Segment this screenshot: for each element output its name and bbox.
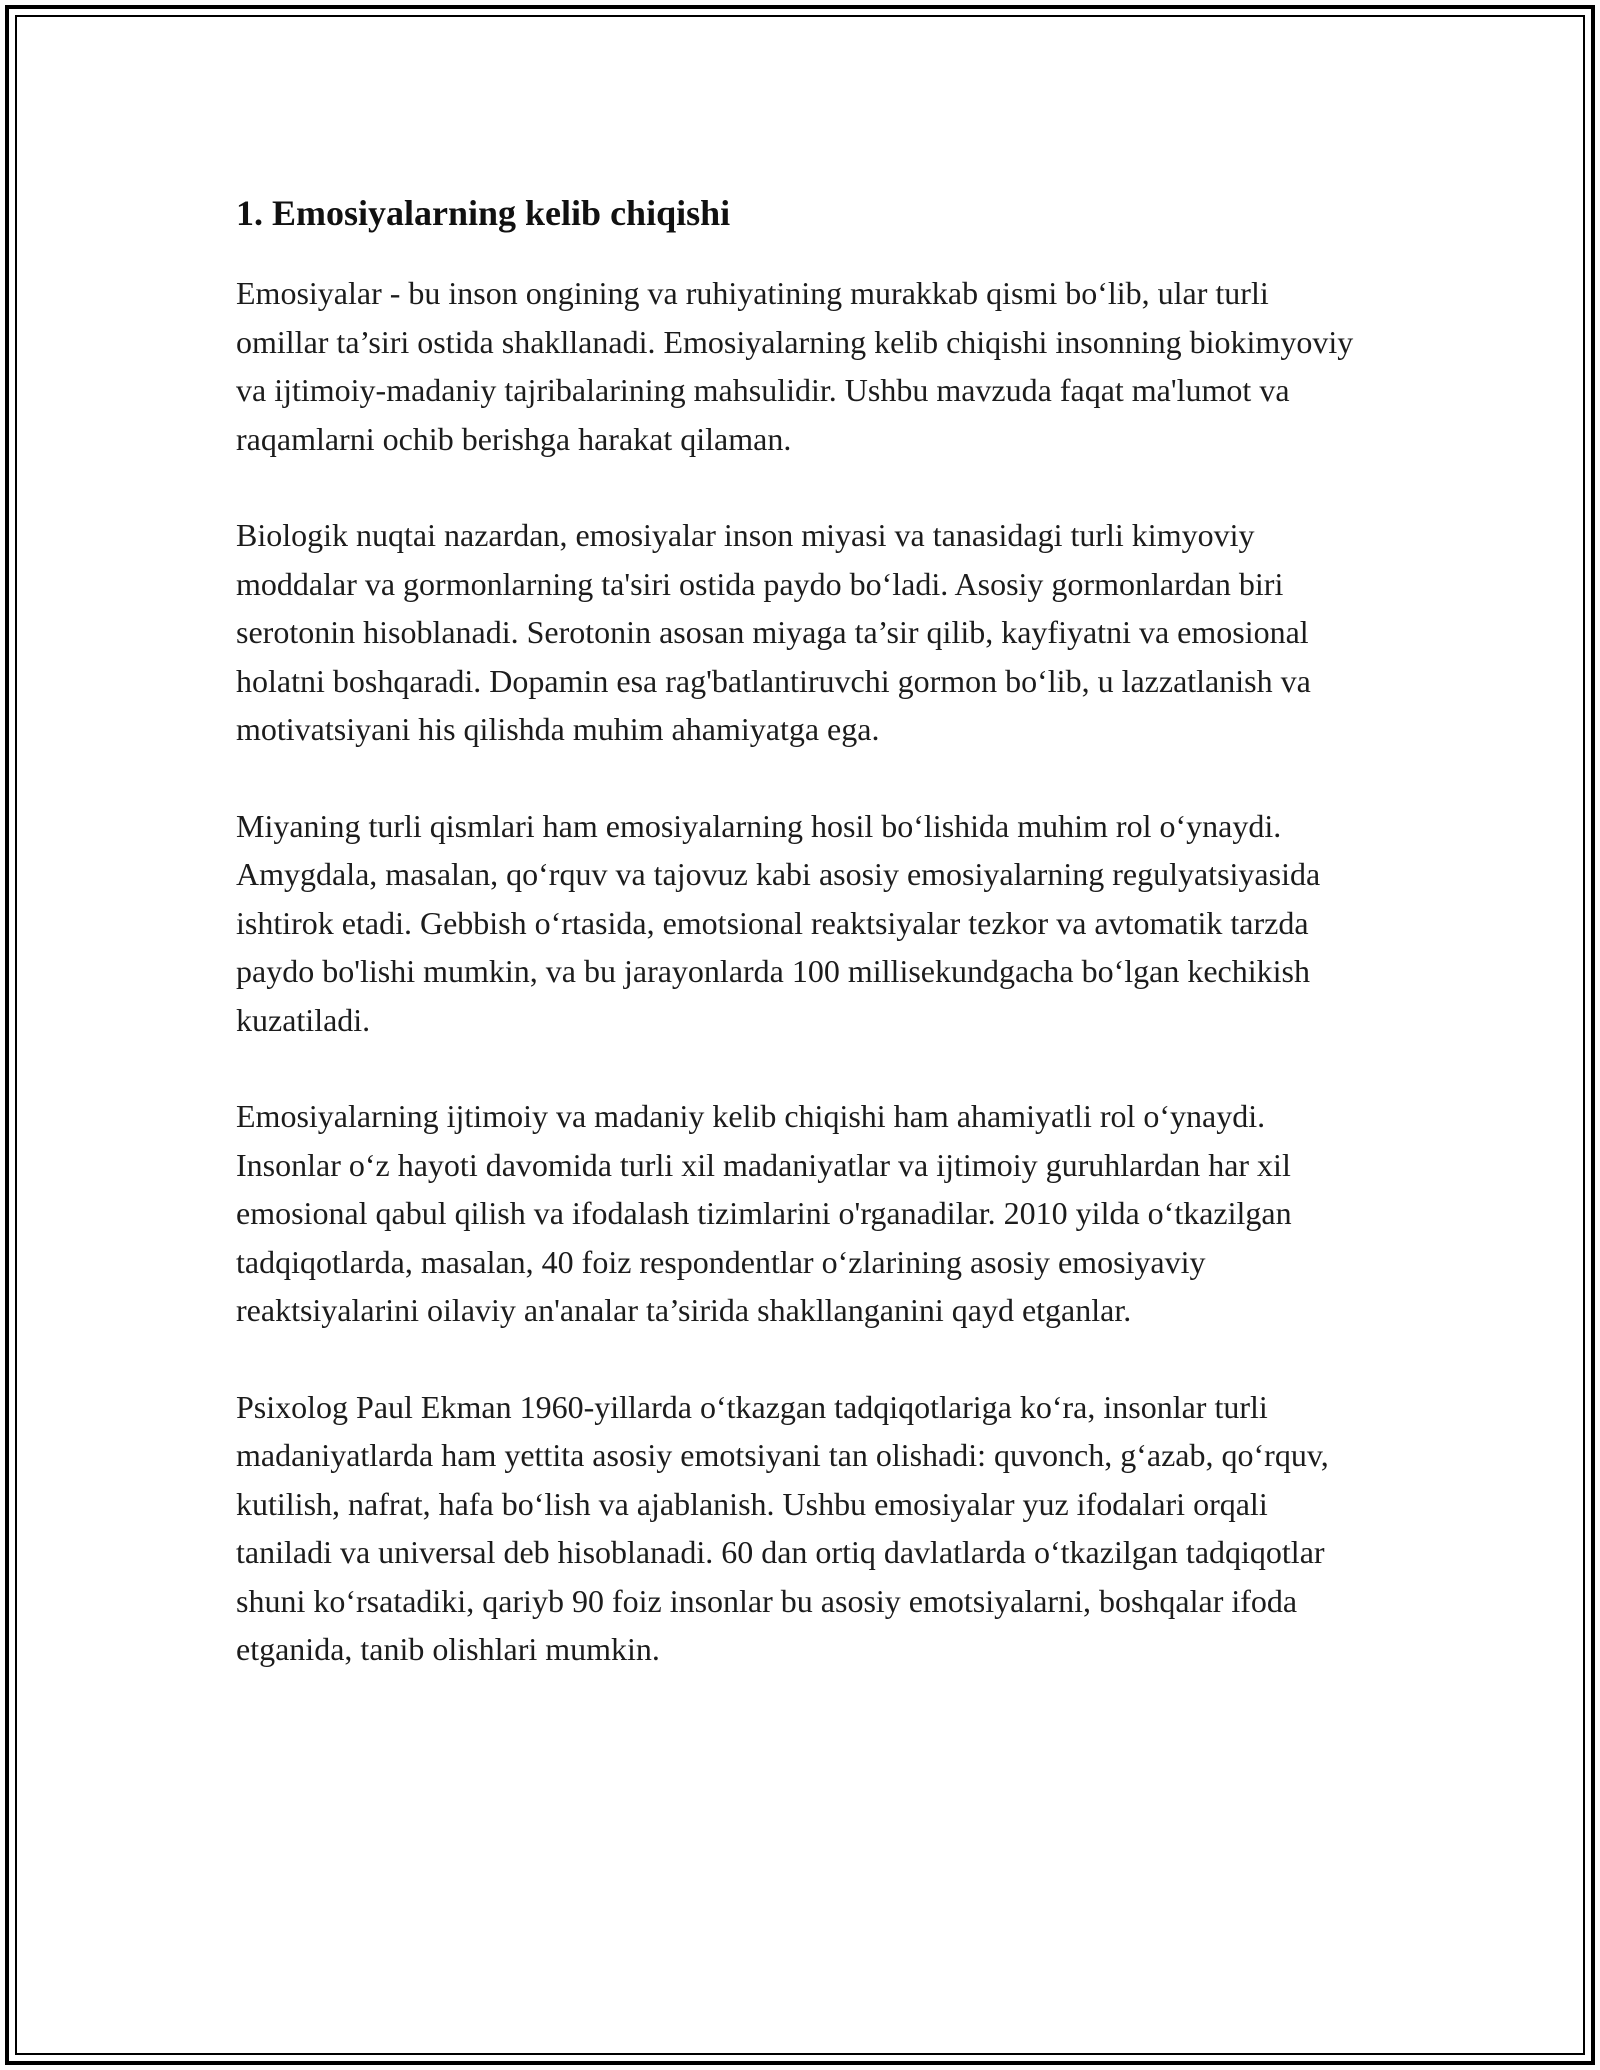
paragraph-intro: Emosiyalar - bu inson ongining va ruhiyatining murakkab qismi bo‘lib, ular turli omillar ta’siri ostida shakllanadi. Emosiyalarning kelib chiqishi insonning biokimyoviy va ijtimoiy-madaniy tajribalarining mahsulidir. Ushbu mavzuda faqat ma'lumot va raqamlarni ochib berishga harakat qilaman. bbox=[236, 275, 1354, 457]
document-body bbox=[236, 185, 1366, 1674]
paragraph-social: Emosiyalarning ijtimoiy va madaniy kelib chiqishi ham ahamiyatli rol o‘ynaydi. Insonlar o‘z hayoti davomida turli xil madaniyatlar va ijtimoiy guruhlardan har xil emosional qabul qilish va ifodalash tizimlarini o'rganadilar. 2010 yilda o‘tkazilgan tadqiqotlarda, masalan, 40 foiz respondentlar o‘zlarining asosiy emosiyaviy reaktsiyalarini oilaviy an'analar ta’sirida shakllanganini qayd etganlar. bbox=[236, 1098, 1292, 1328]
paragraph-ekman: Psixolog Paul Ekman 1960-yillarda o‘tkazgan tadqiqotlariga ko‘ra, insonlar turli madaniyatlarda ham yettita asosiy emotsiyani tan olishadi: quvonch, g‘azab, qo‘rquv, kutilish, nafrat, hafa bo‘lish va ajablanish. Ushbu emosiyalar yuz ifodalari orqali taniladi va universal deb hisoblanadi. 60 dan ortiq davlatlarda o‘tkazilgan tadqiqotlar shuni ko‘rsatadiki, qariyb 90 foiz insonlar bu asosiy emotsiyalarni, boshqalar ifoda etganida, tanib olishlari mumkin. bbox=[236, 1388, 1329, 1667]
section-heading: 1. Emosiyalarning kelib chiqishi bbox=[236, 193, 731, 233]
paragraph-brain: Miyaning turli qismlari ham emosiyalarning hosil bo‘lishida muhim rol o‘ynaydi. Amygdala, masalan, qo‘rquv va tajovuz kabi asosiy emosiyalarning regulyatsiyasida ishtirok etadi. Gebbish o‘rtasida, emotsional reaktsiyalar tezkor va avtomatik tarzda paydo bo'lishi mumkin, va bu jarayonlarda 100 millisekundgacha bo‘lgan kechikish kuzatiladi. bbox=[236, 807, 1321, 1038]
paragraph-biology: Biologik nuqtai nazardan, emosiyalar inson miyasi va tanasidagi turli kimyoviy moddalar va gormonlarning ta'siri ostida paydo bo‘ladi. Asosiy gormonlardan biri serotonin hisoblanadi. Serotonin asosan miyaga ta’sir qilib, kayfiyatni va emosional holatni boshqaradi. Dopamin esa rag'batlantiruvchi gormon bo‘lib, u lazzatlanish va motivatsiyani his qilishda muhim ahamiyatga ega. bbox=[236, 517, 1311, 747]
